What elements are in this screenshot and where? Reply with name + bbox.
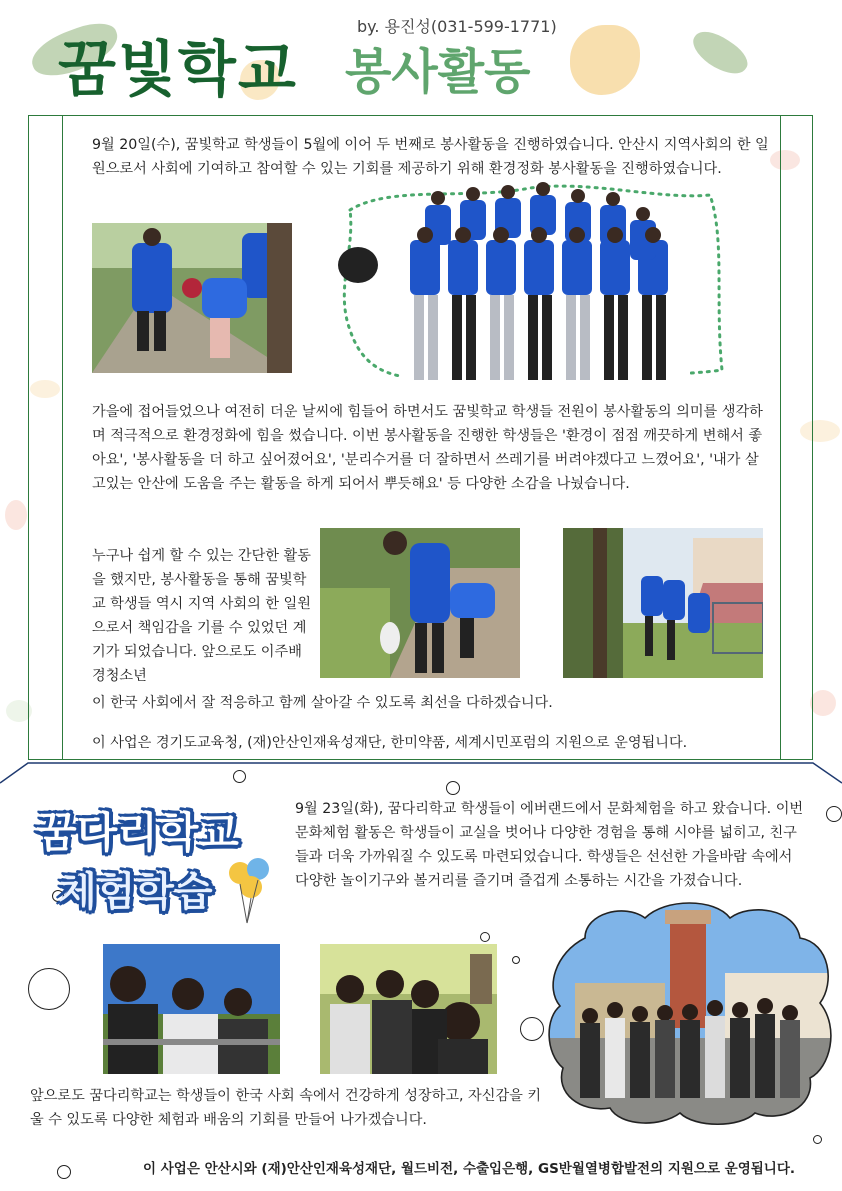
section1-paragraph-3: 누구나 쉽게 할 수 있는 간단한 활동을 했지만, 봉사활동을 통해 꿈빛학교 학생들 역시 지역 사회의 한 일원으로서 책임감을 기를 수 있었던 계기가 되었습니다. 앞으로도 이주배경청소년 bbox=[92, 548, 311, 684]
frame-line bbox=[780, 115, 781, 760]
section2-title-line2: 체험학습 bbox=[58, 869, 213, 915]
brush-decoration bbox=[687, 24, 753, 83]
section2-sponsor-note: 이 사업은 안산시와 (재)안산인재육성재단, 월드비전, 수출입은행, GS반월열병합발전의 지원으로 운영됩니다. bbox=[143, 1161, 796, 1177]
field-trip-photo-2 bbox=[320, 944, 497, 1074]
field-trip-photo-1 bbox=[103, 944, 280, 1074]
section2-paragraph-1: 9월 23일(화), 꿈다리학교 학생들이 에버랜드에서 문화체험을 하고 왔습니다. 이번 문화체험 활동은 학생들이 교실을 벗어나 다양한 경험을 통해 시야를 넓히고, 친구들과 더욱 가까워질 수 있도록 마련되었습니다. 학생들은 선선한 가을바람 속에서 다양한 놀이기구와 볼거리를 즐기며 즐겁게 소통하는 시간을 가졌습니다. bbox=[295, 801, 804, 889]
cleanup-photo-3 bbox=[563, 528, 763, 678]
ring-decoration bbox=[480, 932, 490, 942]
ring-decoration bbox=[233, 770, 246, 783]
section1-sponsor-note: 이 사업은 경기도교육청, (재)안산인재육성재단, 한미약품, 세계시민포럼의 지원으로 운영됩니다. bbox=[92, 735, 688, 751]
byline: by. 용진성(031-599-1771) bbox=[357, 17, 557, 36]
section1-paragraph-1: 9월 20일(수), 꿈빛학교 학생들이 5월에 이어 두 번째로 봉사활동을 진행하였습니다. 안산시 지역사회의 한 일원으로서 사회에 기여하고 참여할 수 있는 기회를 제공하기 위해 환경정화 봉사활동을 진행하였습니다. bbox=[92, 137, 769, 177]
ring-decoration bbox=[813, 1135, 822, 1144]
group-photo bbox=[330, 180, 725, 385]
bridge-line bbox=[0, 755, 842, 785]
ring-decoration bbox=[57, 1165, 71, 1179]
cleanup-photo-2 bbox=[320, 528, 520, 678]
ring-decoration bbox=[520, 1017, 544, 1041]
ring-decoration bbox=[28, 968, 70, 1010]
field-trip-group-photo bbox=[545, 898, 835, 1126]
ring-decoration bbox=[826, 806, 842, 822]
frame-line bbox=[62, 115, 63, 760]
header bbox=[0, 0, 842, 112]
section1-paragraph-3b: 이 한국 사회에서 잘 적응하고 함께 살아갈 수 있도록 최선을 다하겠습니다. bbox=[92, 695, 553, 711]
section2-title bbox=[30, 800, 270, 925]
section2-paragraph-2: 앞으로도 꿈다리학교는 학생들이 한국 사회 속에서 건강하게 성장하고, 자신감을 키울 수 있도록 다양한 체험과 배움의 기회를 만들어 나가겠습니다. bbox=[30, 1088, 542, 1128]
balloons-icon bbox=[225, 855, 275, 925]
page-subtitle: 봉사활동 bbox=[345, 44, 531, 100]
cleanup-photo-1 bbox=[92, 223, 292, 373]
brush-decoration bbox=[570, 25, 640, 95]
ring-decoration bbox=[446, 781, 460, 795]
section1-paragraph-2: 가을에 접어들었으나 여전히 더운 날씨에 힘들어 하면서도 꿈빛학교 학생들 전원이 봉사활동의 의미를 생각하며 적극적으로 환경정화에 힘을 썼습니다. 이번 봉사활동을 진행한 학생들은 '환경이 점점 깨끗하게 변해서 좋아요', '봉사활동을 더 하고 싶어졌어요', '분리수거를 더 잘하면서 쓰레기를 버려야겠다고 느꼈어요', '내가 살고있는 안산에 도움을 주는 활동을 하게 되어서 뿌듯해요' 등 다양한 소감을 나눴습니다. bbox=[92, 404, 763, 492]
page-title: 꿈빛학교 bbox=[58, 35, 298, 105]
ring-decoration bbox=[512, 956, 520, 964]
section2-title-line1: 꿈다리학교 bbox=[36, 800, 239, 860]
